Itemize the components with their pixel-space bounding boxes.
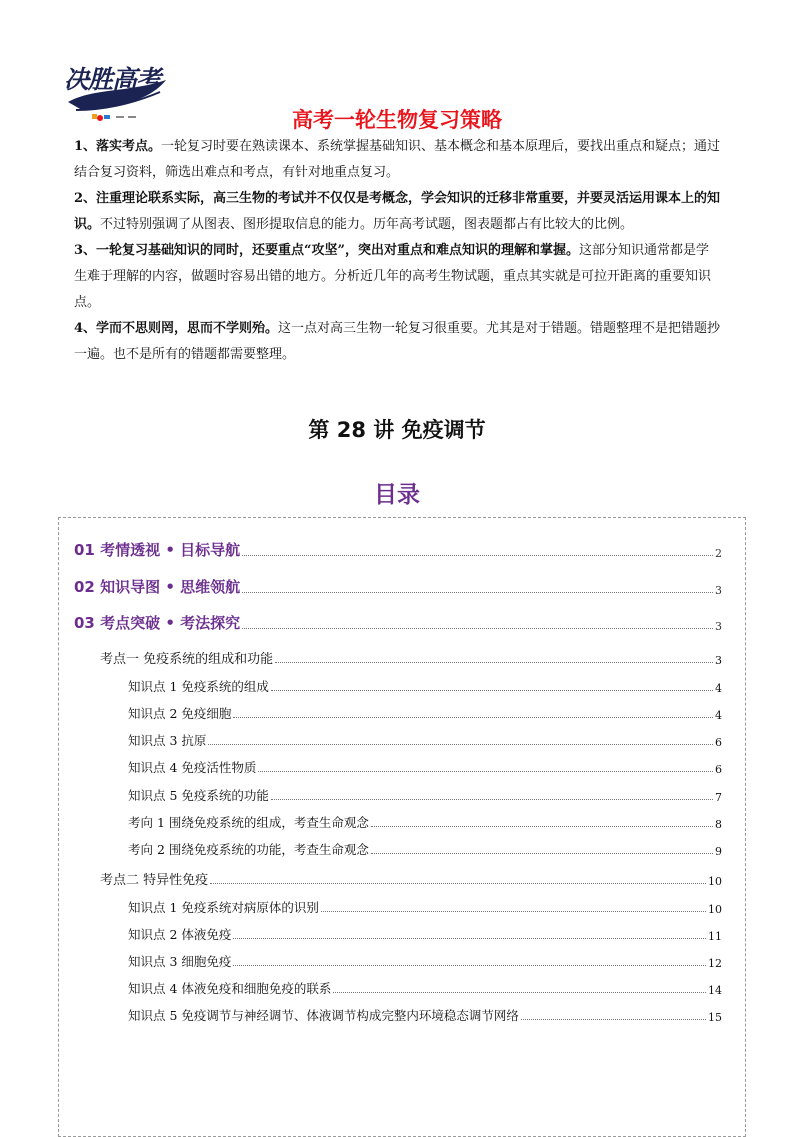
toc-entry-label: 考点二 特异性免疫 [100, 873, 209, 888]
intro-section [74, 134, 722, 368]
toc-entry-page: 14 [708, 984, 722, 997]
logo-text: 决胜高考 [64, 65, 161, 94]
intro-bold: 1、落实考点。 [74, 139, 162, 154]
toc-leader-dots [242, 591, 713, 593]
intro-text: 一轮复习时要在熟读课本、系统掌握基础知识、基本概念和基本原理后，要找出重点和疑点；通过结合复习资料，筛选出难点和考点，有针对地重点复习。 [74, 139, 721, 180]
toc-entry-page: 6 [715, 736, 722, 749]
toc-entry-page: 8 [715, 818, 722, 831]
toc-leader-dots [271, 689, 713, 691]
toc-leader-dots [242, 554, 713, 556]
toc-entry-page: 6 [715, 763, 722, 776]
toc-entry[interactable] [128, 758, 722, 776]
toc-entry[interactable] [128, 813, 722, 831]
intro-text: 不过特别强调了从图表、图形提取信息的能力。历年高考试题，图表题都占有比较大的比例。 [100, 217, 634, 232]
toc-leader-dots [275, 661, 713, 663]
toc-entry-page: 9 [715, 845, 722, 858]
toc-leader-dots [242, 627, 713, 629]
toc-leader-dots [333, 991, 706, 993]
toc-leader-dots [208, 743, 713, 745]
toc-entry[interactable] [74, 612, 722, 633]
toc-entry-label: 考向 1 围绕免疫系统的组成，考查生命观念 [128, 815, 369, 830]
toc-entry-label: 知识点 4 免疫活性物质 [128, 760, 257, 775]
lecture-title: 第 28 讲 免疫调节 [308, 418, 486, 442]
toc-entry[interactable] [74, 539, 722, 560]
toc-leader-dots [210, 882, 706, 884]
toc-leader-dots [521, 1018, 706, 1020]
toc-leader-dots [233, 937, 706, 939]
toc-entry[interactable] [128, 731, 722, 749]
toc-entry-page: 2 [715, 547, 722, 560]
toc-entry-label: 01 考情透视 • 目标导航 [74, 541, 241, 559]
toc-title: 目录 [374, 482, 420, 508]
toc-entry-label: 考点一 免疫系统的组成和功能 [100, 652, 274, 667]
intro-bold: 2、注重理论联系实际，高三生物的考试并不仅仅是考概念，学会知识的迁移非常重要，并要灵活运用课本上的知识。 [74, 191, 721, 232]
intro-text: 这部分知识通常都是学生难于理解的内容，做题时容易出错的地方。分析近几年的高考生物试题，重点其实就是可拉开距离的重要知识点。 [74, 243, 712, 310]
toc-entry-page: 4 [715, 709, 722, 722]
toc-entry[interactable] [128, 677, 722, 695]
intro-paragraph-1 [74, 134, 722, 186]
toc-entry-page: 10 [708, 875, 722, 888]
intro-bold: 3、一轮复习基础知识的同时，还要重点“攻坚”，突出对重点和难点知识的理解和掌握。 [74, 243, 580, 258]
toc-entry[interactable] [74, 576, 722, 597]
toc-entry-page: 4 [715, 682, 722, 695]
toc-entry[interactable] [128, 786, 722, 804]
toc-entry-page: 12 [708, 957, 722, 970]
intro-text: 这一点对高三生物一轮复习很重要。尤其是对于错题。错题整理不是把错题抄一遍。也不是所有的错题都需要整理。 [74, 321, 721, 362]
toc-entry[interactable] [100, 869, 722, 888]
toc-leader-dots [258, 770, 713, 772]
toc-entry[interactable] [100, 648, 722, 667]
toc-entry-label: 知识点 2 免疫细胞 [128, 706, 232, 721]
toc-entry[interactable] [128, 898, 722, 916]
toc-leader-dots [321, 910, 706, 912]
toc-leader-dots [371, 825, 713, 827]
toc-leader-dots [233, 716, 713, 718]
intro-paragraph-2 [74, 186, 722, 238]
main-title: 高考一轮生物复习策略 [292, 108, 502, 132]
toc-entry-label: 考向 2 围绕免疫系统的功能，考查生命观念 [128, 842, 369, 857]
toc-entry-page: 3 [715, 584, 722, 597]
toc-leader-dots [233, 964, 706, 966]
toc-entry-label: 知识点 1 免疫系统对病原体的识别 [128, 900, 319, 915]
toc-entry[interactable] [128, 840, 722, 858]
toc-entry[interactable] [128, 704, 722, 722]
toc-entry[interactable] [128, 925, 722, 943]
toc-entry-page: 7 [715, 791, 722, 804]
toc-entry-page: 15 [708, 1011, 722, 1024]
toc-entry[interactable] [128, 952, 722, 970]
toc-entry-label: 02 知识导图 • 思维领航 [74, 578, 241, 596]
toc-entry-label: 知识点 4 体液免疫和细胞免疫的联系 [128, 981, 332, 996]
toc-entry-page: 3 [715, 654, 722, 667]
intro-paragraph-4 [74, 316, 722, 368]
toc-entry-page: 11 [708, 930, 722, 943]
toc-entry-label: 知识点 5 免疫调节与神经调节、体液调节构成完整内环境稳态调节网络 [128, 1008, 519, 1023]
toc-leader-dots [371, 852, 713, 854]
toc-entry[interactable] [128, 1006, 722, 1024]
intro-paragraph-3 [74, 238, 722, 316]
toc-leader-dots [271, 798, 713, 800]
toc-entry-label: 知识点 3 细胞免疫 [128, 954, 232, 969]
toc-entry-label: 知识点 2 体液免疫 [128, 927, 232, 942]
intro-bold: 4、学而不思则罔，思而不学则殆。 [74, 321, 279, 336]
toc-entry-label: 知识点 5 免疫系统的功能 [128, 788, 269, 803]
toc-entry-label: 知识点 1 免疫系统的组成 [128, 679, 269, 694]
toc-entry-label: 知识点 3 抗原 [128, 733, 207, 748]
toc-entry-label: 03 考点突破 • 考法探究 [74, 614, 241, 632]
toc-entry-page: 10 [708, 903, 722, 916]
toc-entry-page: 3 [715, 620, 722, 633]
toc-entry[interactable] [128, 979, 722, 997]
